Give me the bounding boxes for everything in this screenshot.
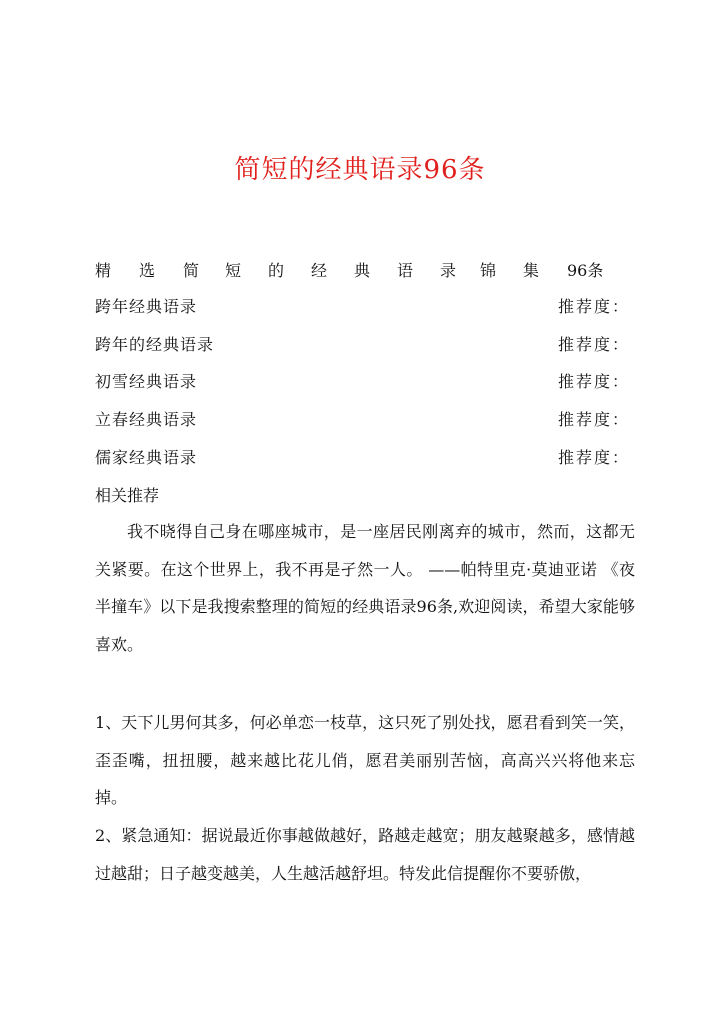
recommend-title[interactable]: 立春经典语录 <box>95 410 198 429</box>
recommend-rating-label: 推荐度： <box>557 335 630 354</box>
subtitle-char: 典 <box>354 261 371 280</box>
subtitle-char: 精 <box>95 261 112 280</box>
recommend-title[interactable]: 跨年的经典语录 <box>95 335 215 354</box>
recommend-rating-label: 推荐度： <box>557 410 630 429</box>
recommend-rating-label: 推荐度： <box>557 372 630 391</box>
recommend-title[interactable]: 儒家经典语录 <box>95 448 198 467</box>
subtitle-char: 集 <box>523 261 540 280</box>
subtitle-char: 语 <box>397 261 414 280</box>
subtitle-char: 锦 <box>480 261 497 280</box>
subtitle-row <box>95 258 615 284</box>
subtitle-char: 选 <box>139 261 156 280</box>
quote-item: 2、紧急通知：据说最近你事越做越好，路越走越宽；朋友越聚越多，感情越过越甜；日子越变越美，人生越活越舒坦。特发此信提醒你不要骄傲， <box>95 826 635 883</box>
subtitle-char: 96条 <box>567 261 604 280</box>
subtitle-char: 简 <box>183 261 200 280</box>
recommend-row[interactable] <box>95 407 630 433</box>
recommend-title[interactable]: 跨年经典语录 <box>95 297 198 316</box>
page-title: 简短的经典语录96条 <box>234 155 486 185</box>
recommend-rating-label: 推荐度： <box>557 448 630 467</box>
intro-paragraph: 我不晓得自己身在哪座城市，是一座居民刚离弃的城市，然而，这都无关紧要。在这个世界上，我不再是孑然一人。 ——帕特里克·莫迪亚诺 《夜半撞车》以下是我搜索整理的简短的经典语录96条,欢迎阅读，希望大家能够喜欢。 <box>95 522 635 654</box>
recommend-row[interactable] <box>95 369 630 395</box>
recommend-row[interactable] <box>95 332 630 358</box>
recommend-rating-label: 推荐度： <box>557 297 630 316</box>
subtitle-char: 经 <box>311 261 328 280</box>
recommend-title[interactable]: 初雪经典语录 <box>95 372 198 391</box>
quote-item: 1、天下儿男何其多，何必单恋一枝草，这只死了别处找，愿君看到笑一笑，歪歪嘴，扭扭腰，越来越比花儿俏，愿君美丽别苦恼，高高兴兴将他来忘掉。 <box>95 713 635 807</box>
recommend-row[interactable] <box>95 445 630 471</box>
subtitle-char: 短 <box>225 261 242 280</box>
related-recommend-heading: 相关推荐 <box>95 486 160 505</box>
subtitle-char: 录 <box>440 261 457 280</box>
subtitle-char: 的 <box>268 261 285 280</box>
recommend-row[interactable] <box>95 294 630 320</box>
